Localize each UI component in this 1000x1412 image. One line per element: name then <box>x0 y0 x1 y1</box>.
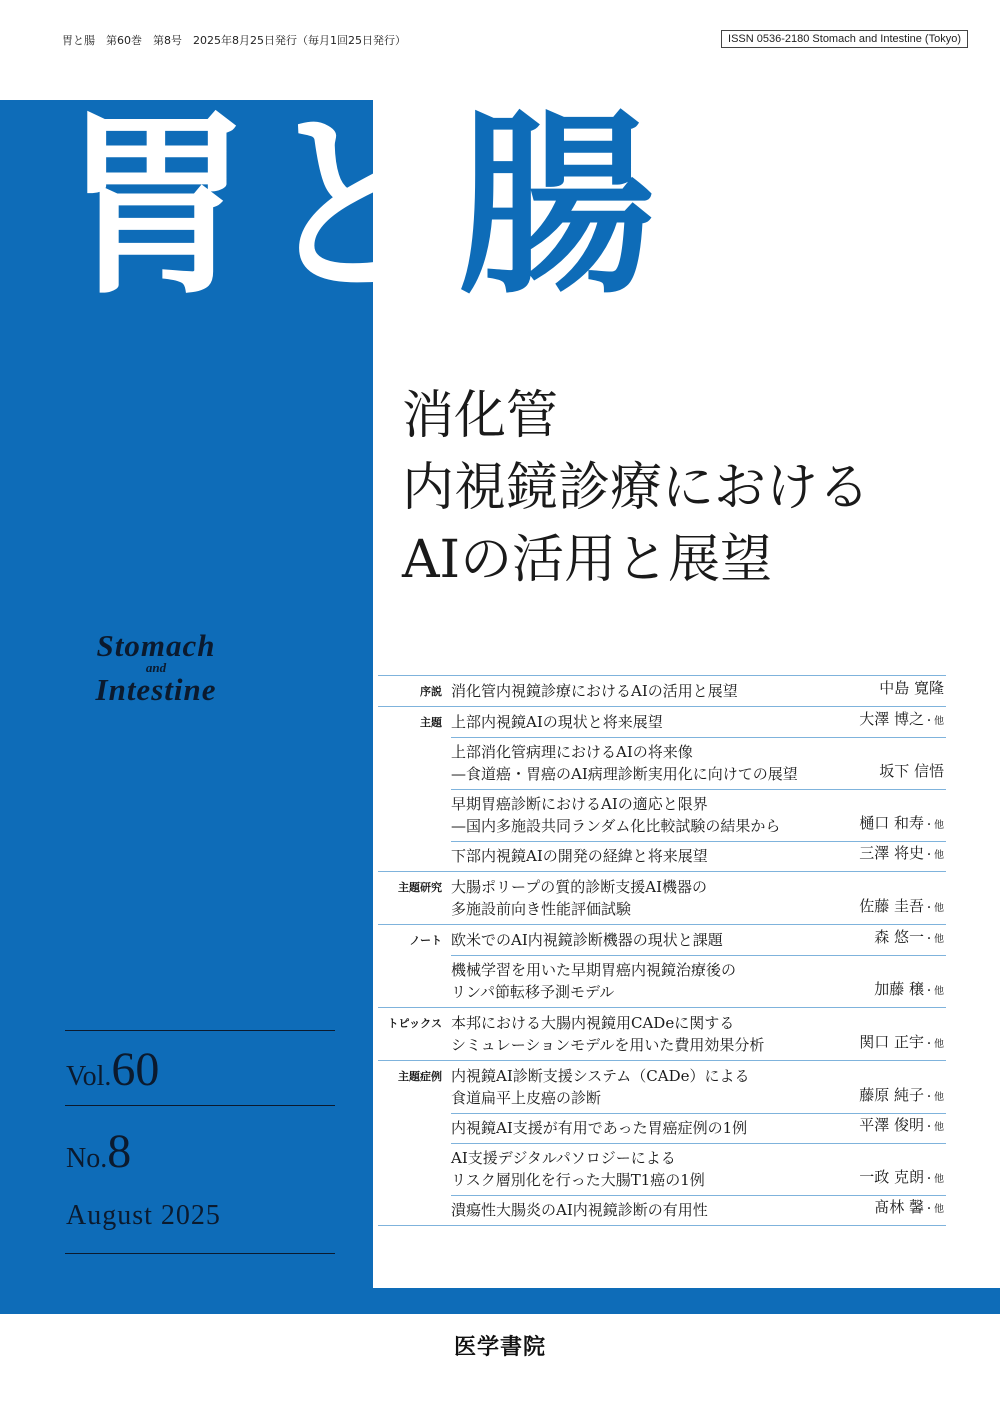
toc-article-title-line: 食道扁平上皮癌の診断 <box>451 1089 602 1107</box>
toc-article-title-line: —食道癌・胃癌のAI病理診断実用化に向けての展望 <box>451 765 798 783</box>
toc-author <box>879 760 944 785</box>
journal-title <box>58 91 659 321</box>
toc-author-name: 中島 寛隆 <box>879 679 944 697</box>
toc-author-name: 髙林 馨 <box>874 1198 924 1216</box>
toc-category: 主題 <box>420 716 442 729</box>
toc-article-title-line: 本邦における大腸内視鏡用CADeに関する <box>451 1014 735 1032</box>
english-title-line-3: Intestine <box>95 672 217 707</box>
toc-author-etal: ・他 <box>924 1204 944 1215</box>
issn-box: ISSN 0536-2180 Stomach and Intestine (Tokyo) <box>721 30 968 48</box>
blue-band <box>0 1288 1000 1314</box>
toc-entry <box>378 924 946 955</box>
toc-article-title-line: 潰瘍性大腸炎のAI内視鏡診断の有用性 <box>451 1201 708 1219</box>
toc-article <box>451 876 946 920</box>
toc-author-name: 佐藤 圭吾 <box>859 897 924 915</box>
toc-article <box>451 711 946 733</box>
toc-category: 序説 <box>420 685 442 698</box>
toc-article-title-line: 機械学習を用いた早期胃癌内視鏡治療後の <box>451 961 737 979</box>
toc-author <box>874 978 944 1003</box>
toc-category <box>378 845 451 867</box>
toc-author <box>874 1196 944 1221</box>
toc-author-name: 平澤 俊明 <box>859 1116 924 1134</box>
toc-author-etal: ・他 <box>924 1039 944 1050</box>
toc-author <box>874 926 944 951</box>
volume-label: Vol. <box>66 1061 112 1092</box>
toc-article <box>451 1065 946 1109</box>
english-title <box>76 630 236 706</box>
toc-category <box>378 959 451 1003</box>
publisher-name: 医学書院 <box>453 1335 546 1360</box>
toc-article <box>451 680 946 702</box>
toc-author <box>859 708 944 733</box>
toc-article <box>451 741 946 785</box>
issue-number <box>66 1124 131 1179</box>
toc-entry <box>378 871 946 924</box>
toc-category <box>378 1199 451 1221</box>
toc-article-title-line: 上部内視鏡AIの現状と将来展望 <box>451 713 663 731</box>
toc-category: 主題研究 <box>398 881 442 894</box>
toc-article-title-line: 消化管内視鏡診療におけるAIの活用と展望 <box>451 682 738 700</box>
toc-category <box>378 793 451 837</box>
toc-author-name: 森 悠一 <box>874 928 924 946</box>
toc-article-title-line: リンパ節転移予測モデル <box>451 983 615 1001</box>
toc-article <box>451 1012 946 1056</box>
toc-author-name: 関口 正宇 <box>859 1033 924 1051</box>
issue-date: August 2025 <box>66 1200 221 1231</box>
toc-author-etal: ・他 <box>924 716 944 727</box>
toc-author-name: 藤原 純子 <box>859 1086 924 1104</box>
toc-entry <box>378 737 946 789</box>
toc-entry <box>378 841 946 871</box>
toc-article <box>451 845 946 867</box>
toc-article-title-line: 大腸ポリープの質的診断支援AI機器の <box>451 878 708 896</box>
toc-article-title-line: AI支援デジタルパソロジーによる <box>451 1149 676 1167</box>
toc-author <box>859 812 944 837</box>
toc-article <box>451 929 946 951</box>
toc-author <box>859 1166 944 1191</box>
toc-entry <box>378 789 946 841</box>
toc-article-title-line: 内視鏡AI支援が有用であった胃癌症例の1例 <box>451 1119 748 1137</box>
toc-author-etal: ・他 <box>924 850 944 861</box>
volume-rule-bottom <box>65 1253 335 1254</box>
toc-author-name: 大澤 博之 <box>859 710 924 728</box>
toc-article <box>451 1199 946 1221</box>
toc-article-title-line: シミュレーションモデルを用いた費用効果分析 <box>451 1036 765 1054</box>
toc-author-name: 樋口 和寿 <box>859 814 924 832</box>
toc-article <box>451 1117 946 1139</box>
toc-author-name: 一政 克朗 <box>859 1168 924 1186</box>
toc-entry <box>378 706 946 737</box>
issue-theme <box>402 380 982 596</box>
toc-entry <box>378 1060 946 1113</box>
toc-author-name: 坂下 信悟 <box>879 762 944 780</box>
toc-author <box>859 895 944 920</box>
volume-rule-middle <box>65 1105 335 1106</box>
toc-author-etal: ・他 <box>924 1174 944 1185</box>
toc-article-title-line: 早期胃癌診断におけるAIの適応と限界 <box>451 795 708 813</box>
issue-label: No. <box>66 1143 108 1174</box>
english-title-line-1: Stomach <box>96 628 216 663</box>
toc-category: 主題症例 <box>398 1070 442 1083</box>
toc-article-title-line: 下部内視鏡AIの開発の経緯と将来展望 <box>451 847 708 865</box>
toc-author <box>859 1114 944 1139</box>
english-title-line-2: and <box>145 660 167 675</box>
title-char-1: 胃 <box>58 91 259 321</box>
toc-article-title-line: リスク層別化を行った大腸T1癌の1例 <box>451 1171 705 1189</box>
toc-entry <box>378 955 946 1007</box>
toc-article-title-line: 欧米でのAI内視鏡診断機器の現状と課題 <box>451 931 723 949</box>
toc-author-etal: ・他 <box>924 986 944 997</box>
theme-line-2: 内視鏡診療における <box>402 458 871 518</box>
toc-author-etal: ・他 <box>924 934 944 945</box>
toc-author-name: 三澤 将史 <box>859 844 924 862</box>
toc-category <box>378 1117 451 1139</box>
toc-author-name: 加藤 穣 <box>874 980 924 998</box>
toc-author-etal: ・他 <box>924 903 944 914</box>
toc-author-etal: ・他 <box>924 1092 944 1103</box>
toc-author <box>859 1084 944 1109</box>
toc-author-etal: ・他 <box>924 820 944 831</box>
toc-article-title-line: —国内多施設共同ランダム化比較試験の結果から <box>451 817 781 835</box>
title-char-2: と <box>258 91 459 321</box>
toc-category: トピックス <box>387 1017 442 1030</box>
toc-article <box>451 959 946 1003</box>
toc-entry <box>378 1195 946 1226</box>
toc-author <box>879 677 944 702</box>
issue-value: 8 <box>107 1125 132 1178</box>
toc-entry <box>378 1113 946 1143</box>
toc-category <box>378 1147 451 1191</box>
toc-category: ノート <box>409 934 442 947</box>
toc-author <box>859 842 944 867</box>
toc-category <box>378 741 451 785</box>
volume-rule-top <box>65 1030 335 1031</box>
toc-entry <box>378 675 946 706</box>
volume-value: 60 <box>111 1043 160 1096</box>
toc-author <box>859 1031 944 1056</box>
volume-number <box>66 1042 159 1097</box>
theme-line-1: 消化管 <box>402 386 559 446</box>
toc-entry <box>378 1007 946 1060</box>
toc-article-title-line: 多施設前向き性能評価試験 <box>451 900 632 918</box>
table-of-contents <box>378 675 946 1226</box>
toc-article-title-line: 上部消化管病理におけるAIの将来像 <box>451 743 693 761</box>
toc-author-etal: ・他 <box>924 1122 944 1133</box>
title-char-3: 腸 <box>458 91 659 321</box>
toc-article-title-line: 内視鏡AI診断支援システム（CADe）による <box>451 1067 750 1085</box>
toc-article <box>451 793 946 837</box>
theme-line-3: AIの活用と展望 <box>402 530 773 590</box>
toc-entry <box>378 1143 946 1195</box>
issue-info: 胃と腸 第60巻 第8号 2025年8月25日発行（毎月1回25日発行） <box>62 34 406 47</box>
toc-article <box>451 1147 946 1191</box>
